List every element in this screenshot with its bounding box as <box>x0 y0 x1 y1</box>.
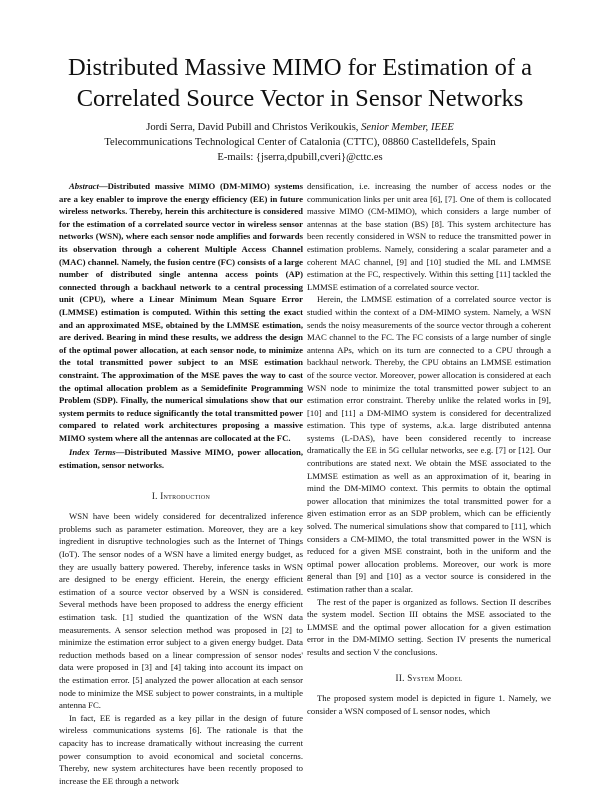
author-names: Jordi Serra, David Pubill and Christos Verikoukis, <box>146 122 359 133</box>
affiliation: Telecommunications Technological Center of Catalonia (CTTC), 08860 Castelldefels, Spain <box>104 137 496 148</box>
intro-paragraph-1: WSN have been widely considered for decentralized inference problems such as parameter estimation. Moreover, they are a key ingredient in disruptive technologies such as the Internet of Things (IoT). The sensor nodes of a WSN have a limited energy budget, as they are usually battery powered. Thereby, inference tasks in WSN are designed to be energy efficient. Herein, the energy efficient estimation of a source vector observed by a WSN is considered. Several methods have been proposed to address the energy efficient estimation task. [1] studied the quantization of the WSN data measurements. A sensor selection method was proposed in [2] to minimize the estimation error subject to a given energy budget. Data reduction methods based on a linear compression of sensor nodes' data were proposed in [3] and [4] taking into account its impact on the estimation error. [5] analyzed the power allocation at each sensor node to minimize the MSE subject to power constraints, in a multiple antenna FC. <box>59 511 303 711</box>
abstract <box>59 180 303 444</box>
index-terms <box>59 446 303 471</box>
author-line <box>40 120 560 135</box>
index-terms-text: —Distributed Massive MIMO, power allocation, estimation, sensor networks. <box>59 447 303 471</box>
right-paragraph-3: The rest of the paper is organized as follows. Section II describes the system model. Section III obtains the MSE associated to the LMMSE and the optimal power allocation for a given estimation error in the DM-MIMO setting. Section IV presents the numerical results and section V the conclusions. <box>307 596 551 657</box>
abstract-paragraph <box>59 180 303 444</box>
index-terms-label: Index Terms <box>69 447 116 458</box>
left-column <box>59 180 303 787</box>
system-model-paragraph-1: The proposed system model is depicted in figure 1. Namely, we consider a WSN composed of L sensor nodes, which <box>307 693 551 716</box>
intro-paragraph-2: In fact, EE is regarded as a key pillar in the design of future wireless communications systems [6]. The rationale is that the capacity has to increase dramatically without increasing the current power consumption to avoid economical and societal concerns. Thereby, new system architectures have been recently proposed to increase the EE through a network <box>59 712 303 786</box>
paper-title <box>40 52 560 114</box>
emails: E-mails: {jserra,dpubill,cveri}@cttc.es <box>217 152 383 163</box>
section-heading-system-model: II. System Model <box>395 672 463 683</box>
right-paragraph-1: densification, i.e. increasing the number of access nodes or the communication links per unit area [6], [7]. One of them is collocated massive MIMO (CM-MIMO), which considers a large number of antennas at the base station (BS) [8]. This system architecture has been recently considered in WSN to reduce the transmitted power in estimation problems. Namely, considering a scalar parameter and a coherent MAC channel, [9] and [10] studied the ML and LMMSE estimation at the FC, respectively. Within this setting [11] tackled the LMMSE estimation of a correlated source vector. <box>307 181 551 292</box>
section-heading-introduction: I. Introduction <box>151 490 211 501</box>
abstract-label: Abstract <box>69 181 99 191</box>
right-paragraph-2: Herein, the LMMSE estimation of a correlated source vector is studied within the context of a DM-MIMO system. Namely, a WSN sends the noisy measurements of the source vector through a coherent MAC channel to the FC. The FC consists of a large number of single antenna APs, which on its turn are connected to a CPU through a backhaul network. Thereby, the CPU obtains an LMMSE estimation of the source vector. Moreover, power allocation is considered at each WSN node to minimize the total transmitted power subject to an estimation error constraint. Thereby unlike the related works in [9], [10] and [11] a DM-MIMO system is considered for decentralized estimation. This type of systems, a.k.a. large distributed antenna systems (L-DAS), have been considered recently to increase dramatically the EE in 5G cellular networks, see e.g. [7] or [12]. Our contributions are stated next. We obtain the MSE associated to the LMMSE estimation as well as an approximation of it, bearing in mind the DM-MIMO context. This permits to obtain the optimal power allocation that minimizes the total transmitted power for a given estimation error as an SDP problem, which can be efficiently solved. The numerical simulations show that compared to [11], which considers a CM-MIMO, the total transmitted power in the WSN is reduced for a given MSE constraint, both in the uniform and the optimal power allocation problems. Moreover, our work is more general than [9] and [10] as a vector source is considered in the estimation rather than a scalar. <box>307 294 551 594</box>
author-block <box>40 120 560 165</box>
title-line-2: Correlated Source Vector in Sensor Networks <box>76 85 524 112</box>
right-column <box>307 180 551 717</box>
author-role: Senior Member, IEEE <box>361 122 454 133</box>
title-line-1: Distributed Massive MIMO for Estimation of a <box>67 54 533 81</box>
abstract-text: —Distributed massive MIMO (DM-MIMO) systems are a key enabler to improve the energy efficiency (EE) in future wireless networks. Thereby, herein this architecture is considered for the estimation of a correlated source vector in wireless sensor networks (WSN), where each sensor node amplifies and forwards its observation through a coherent Multiple Access Channel (MAC) channel. Namely, the fusion centre (FC) consists of a large number of distributed single antenna access points (AP) connected through a backhaul network to a central processing unit (CPU), where a Linear Minimum Mean Square Error (LMMSE) estimation is computed. Within this setting the exact and an approximated MSE, obtained by the LMMSE estimation, are derived. Bearing in mind these results, we address the design of the optimal power allocation, at each sensor node, to minimize the total transmitted power subject to an MSE estimation constraint. The approximation of the MSE paves the way to cast the optimal allocation problem as a Semidefinite Programming Problem (SDP). Finally, the numerical simulations show that our system permits to reduce significantly the total transmitted power compared to related work architectures proposing a massive MIMO system where all the antennas are collocated at the FC. <box>59 181 303 443</box>
